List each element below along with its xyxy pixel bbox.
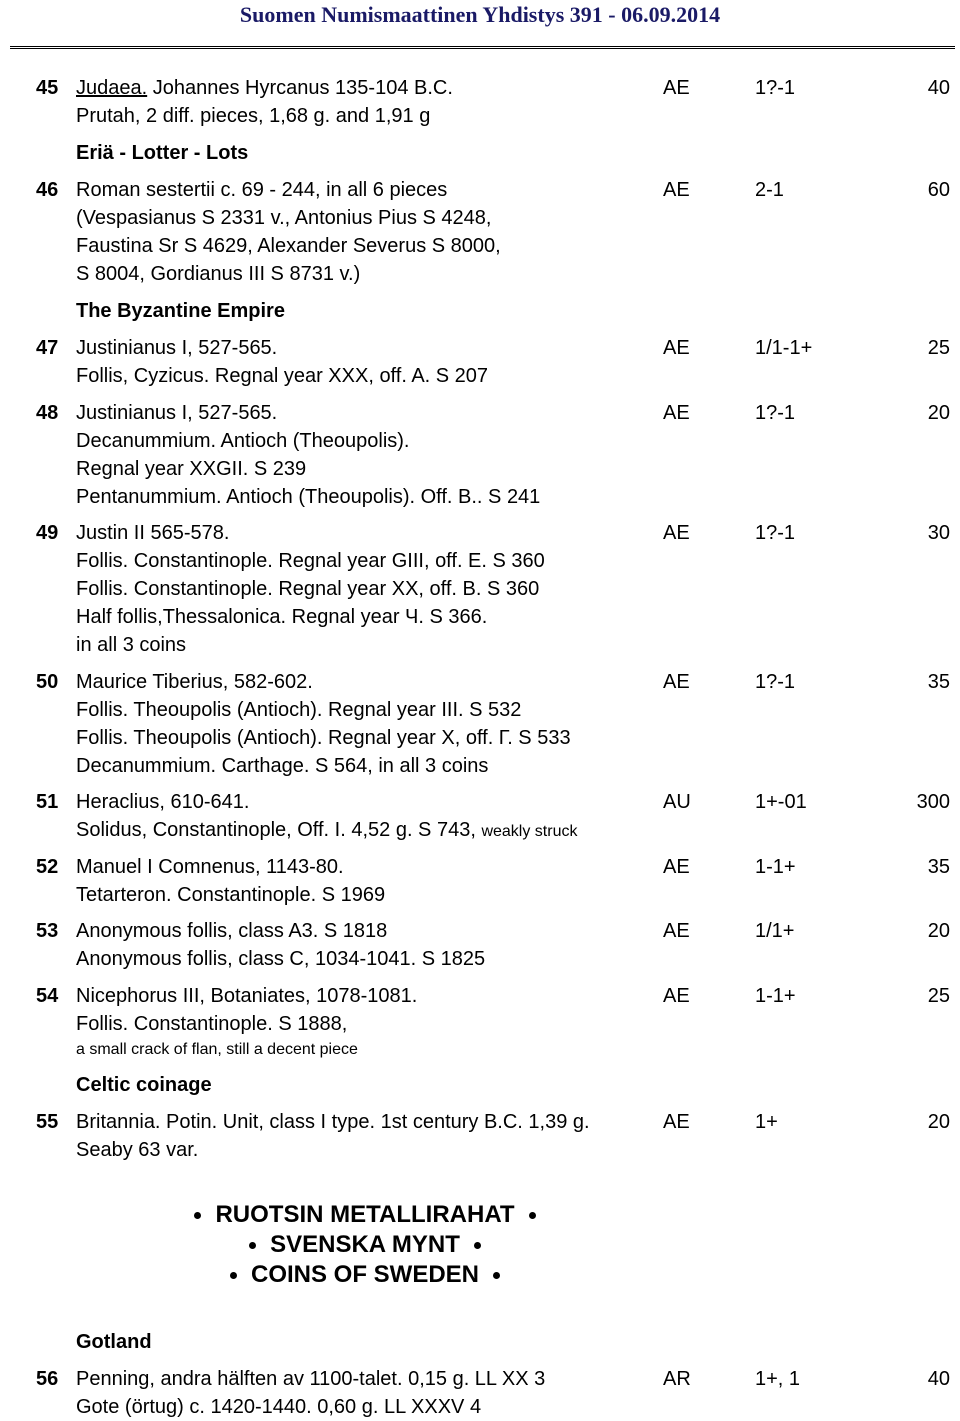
lot-description: Follis. Theoupolis (Antioch). Regnal year X, off. Г. S 533 bbox=[76, 727, 571, 749]
lot-number: 45 bbox=[36, 77, 59, 99]
lot-price: 25 bbox=[927, 985, 950, 1007]
header-rule bbox=[10, 46, 955, 49]
banner-line: COINS OF SWEDEN bbox=[0, 1261, 730, 1289]
lot-number: 55 bbox=[36, 1111, 59, 1133]
lot-description: Follis, Cyzicus. Regnal year XXX, off. A. S 207 bbox=[76, 365, 489, 387]
lot-number: 51 bbox=[36, 791, 59, 813]
lot-description: S 8004, Gordianus III S 8731 v.) bbox=[76, 263, 361, 285]
page-header: Suomen Numismaattinen Yhdistys 391 - 06.09.2014 bbox=[239, 2, 721, 27]
lot-grade: 1-1+ bbox=[755, 985, 796, 1007]
bullet-icon bbox=[493, 1272, 500, 1279]
bullet-icon bbox=[230, 1272, 237, 1279]
lot-grade: 1/1+ bbox=[755, 920, 795, 942]
lot-description bbox=[76, 76, 453, 100]
lot-description: Prutah, 2 diff. pieces, 1,68 g. and 1,91 g bbox=[76, 105, 431, 127]
section-heading: Gotland bbox=[76, 1331, 152, 1353]
lot-metal: AE bbox=[663, 671, 690, 693]
lot-note: weakly struck bbox=[481, 823, 578, 840]
lot-description: Seaby 63 var. bbox=[76, 1139, 199, 1161]
lot-description: Follis. Constantinople. S 1888, bbox=[76, 1013, 348, 1035]
lot-metal: AE bbox=[663, 920, 690, 942]
lot-description: Tetarteron. Constantinople. S 1969 bbox=[76, 884, 386, 906]
lot-description: Heraclius, 610-641. bbox=[76, 791, 250, 813]
lot-price: 300 bbox=[916, 791, 950, 813]
lot-description: Regnal year XXGII. S 239 bbox=[76, 458, 307, 480]
lot-number: 49 bbox=[36, 522, 59, 544]
lot-title-rest: Johannes Hyrcanus 135-104 B.C. bbox=[147, 77, 453, 99]
lot-note: a small crack of flan, still a decent piece bbox=[76, 1041, 358, 1058]
lot-price: 20 bbox=[927, 402, 950, 424]
lot-number: 46 bbox=[36, 179, 59, 201]
lot-grade: 2-1 bbox=[755, 179, 784, 201]
lot-price: 40 bbox=[927, 1368, 950, 1390]
lot-description: Justinianus I, 527-565. bbox=[76, 337, 278, 359]
bullet-icon bbox=[249, 1242, 256, 1249]
lot-grade: 1?-1 bbox=[755, 671, 796, 693]
lot-number: 48 bbox=[36, 402, 59, 424]
lot-price: 35 bbox=[927, 671, 950, 693]
lot-number: 47 bbox=[36, 337, 59, 359]
lot-description bbox=[76, 818, 577, 844]
lot-price: 25 bbox=[927, 337, 950, 359]
lot-description: Half follis,Thessalonica. Regnal year Ч. S 366. bbox=[76, 606, 488, 628]
banner-line: SVENSKA MYNT bbox=[0, 1231, 730, 1259]
lot-grade: 1-1+ bbox=[755, 856, 796, 878]
lot-description: Justin II 565-578. bbox=[76, 522, 230, 544]
lot-description: Penning, andra hälften av 1100-talet. 0,15 g. LL XX 3 bbox=[76, 1368, 546, 1390]
lot-metal: AE bbox=[663, 179, 690, 201]
lot-grade: 1?-1 bbox=[755, 522, 796, 544]
lot-number: 54 bbox=[36, 985, 59, 1007]
lot-description: Anonymous follis, class C, 1034-1041. S 1825 bbox=[76, 948, 486, 970]
lot-price: 40 bbox=[927, 77, 950, 99]
bullet-icon bbox=[474, 1242, 481, 1249]
lot-metal: AE bbox=[663, 985, 690, 1007]
lot-description: Faustina Sr S 4629, Alexander Severus S 8000, bbox=[76, 235, 501, 257]
bullet-icon bbox=[529, 1212, 536, 1219]
lot-metal: AE bbox=[663, 402, 690, 424]
lot-description: Nicephorus III, Botaniates, 1078-1081. bbox=[76, 985, 418, 1007]
banner-line: RUOTSIN METALLIRAHAT bbox=[0, 1201, 730, 1229]
lot-description: Maurice Tiberius, 582-602. bbox=[76, 671, 313, 693]
lot-grade: 1+-01 bbox=[755, 791, 807, 813]
lot-description: Follis. Theoupolis (Antioch). Regnal year III. S 532 bbox=[76, 699, 522, 721]
section-heading: The Byzantine Empire bbox=[76, 300, 285, 322]
lot-title: Judaea. bbox=[76, 77, 148, 99]
lot-metal: AU bbox=[663, 791, 691, 813]
lot-metal: AE bbox=[663, 337, 690, 359]
bullet-icon bbox=[194, 1212, 201, 1219]
lot-price: 20 bbox=[927, 1111, 950, 1133]
lot-description: Britannia. Potin. Unit, class I type. 1st century B.C. 1,39 g. bbox=[76, 1111, 590, 1133]
lot-grade: 1?-1 bbox=[755, 77, 796, 99]
lot-description: in all 3 coins bbox=[76, 634, 187, 656]
lot-metal: AE bbox=[663, 856, 690, 878]
lot-price: 35 bbox=[927, 856, 950, 878]
lot-description: Follis. Constantinople. Regnal year XX, off. B. S 360 bbox=[76, 578, 540, 600]
lot-metal: AE bbox=[663, 77, 690, 99]
lot-description: Decanummium. Antioch (Theoupolis). bbox=[76, 430, 410, 452]
lot-number: 50 bbox=[36, 671, 59, 693]
lot-number: 53 bbox=[36, 920, 59, 942]
lot-description: (Vespasianus S 2331 v., Antonius Pius S 4248, bbox=[76, 207, 492, 229]
section-heading: Eriä - Lotter - Lots bbox=[76, 142, 249, 164]
lot-grade: 1+ bbox=[755, 1111, 778, 1133]
lot-number: 56 bbox=[36, 1368, 59, 1390]
lot-description: Anonymous follis, class A3. S 1818 bbox=[76, 920, 388, 942]
lot-description: Pentanummium. Antioch (Theoupolis). Off. B.. S 241 bbox=[76, 486, 541, 508]
lot-description: Manuel I Comnenus, 1143-80. bbox=[76, 856, 344, 878]
lot-description: Justinianus I, 527-565. bbox=[76, 402, 278, 424]
lot-metal: AE bbox=[663, 522, 690, 544]
lot-description: Follis. Constantinople. Regnal year GIII, off. E. S 360 bbox=[76, 550, 545, 572]
lot-grade: 1?-1 bbox=[755, 402, 796, 424]
lot-description: Roman sestertii c. 69 - 244, in all 6 pieces bbox=[76, 179, 448, 201]
lot-price: 20 bbox=[927, 920, 950, 942]
lot-description: Gote (örtug) c. 1420-1440. 0,60 g. LL XXXV 4 bbox=[76, 1396, 482, 1418]
lot-number: 52 bbox=[36, 856, 59, 878]
lot-price: 30 bbox=[927, 522, 950, 544]
lot-description: Decanummium. Carthage. S 564, in all 3 coins bbox=[76, 755, 489, 777]
lot-grade: 1+, 1 bbox=[755, 1368, 801, 1390]
section-heading: Celtic coinage bbox=[76, 1074, 212, 1096]
lot-price: 60 bbox=[927, 179, 950, 201]
lot-metal: AR bbox=[663, 1368, 691, 1390]
lot-description-text: Solidus, Constantinople, Off. I. 4,52 g. S 743, bbox=[76, 819, 476, 841]
lot-grade: 1/1-1+ bbox=[755, 337, 813, 359]
lot-metal: AE bbox=[663, 1111, 690, 1133]
